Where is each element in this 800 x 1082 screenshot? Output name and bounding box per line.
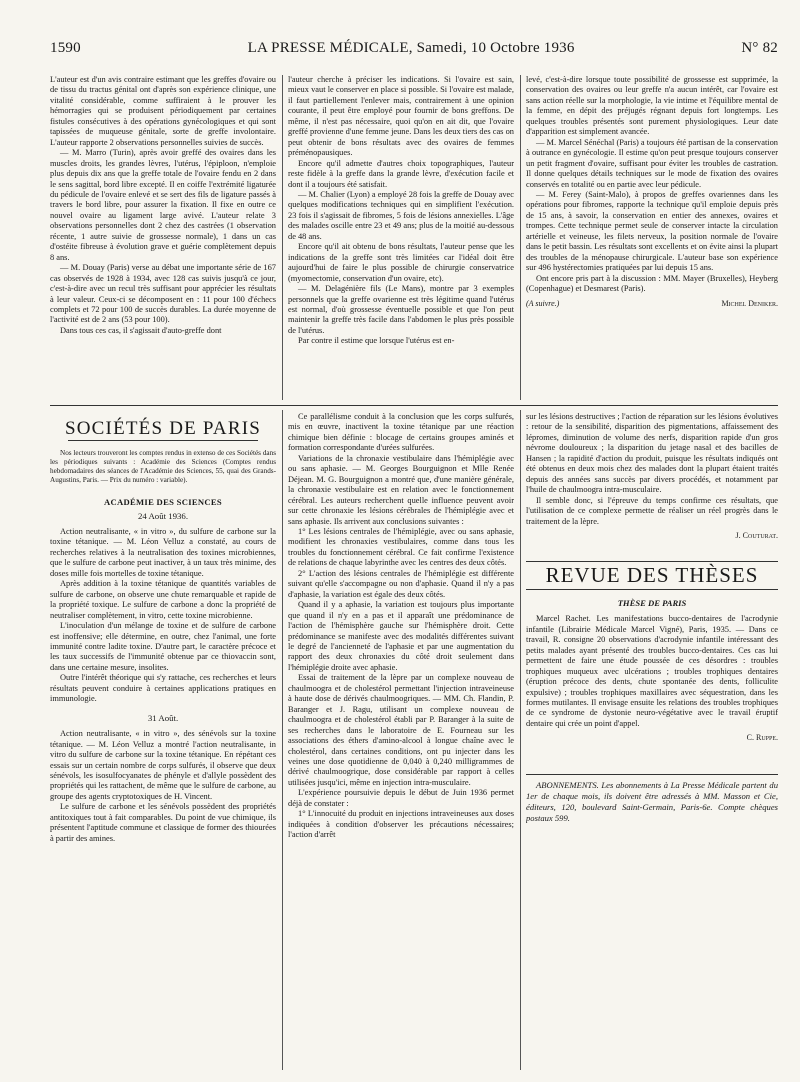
paragraph: Après addition à la toxine tétanique de quantités variables de sulfure de carbone, on observe une chute remarquable et rapide de la propriété toxique. Le sulfure de carbone a donc la propriété de neutraliser complètement, in vitro, cette toxine microbienne. — [50, 579, 276, 620]
column-divider — [520, 410, 521, 1070]
paragraph: Ont encore pris part à la discussion : MM. Mayer (Bruxelles), Heyberg (Copenhague) et Desmarest (Paris). — [526, 273, 778, 294]
paragraph: — M. Douay (Paris) verse au débat une importante série de 167 cas observés de 1928 à 1934, avec 128 cas suivis jusqu'à ce jour, c'est-à-dire avec un recul très suffisant pour apprécier les résultats à leur valeur. Ceux-ci se décomposent en : 11 pour 100 d'échecs complets et 72 pour 100 de succès durables. La durée moyenne de l'activité est de 2 ans (53 pour 100). — [50, 263, 276, 325]
top-column-2 — [288, 75, 514, 400]
top-column-3 — [526, 75, 778, 400]
paragraph: — M. Ferey (Saint-Malo), à propos de greffes ovariennes dans les opérations pour fibromes, rapporte la technique qu'il emploie depuis près de 15 ans, à savoir, la conservation en entier des annexes, ovaires et trompes. Cette technique permet seule de conserver intacte la circulation artérielle et veineuse, les filets nerveux, la position normale de l'ovaire dans le petit bassin. Les résultats sont excellents et on évite ainsi la plupart des troubles de la ménopause chirurgicale. L'auteur base son expérience sur 496 hystérectomies pratiquées par lui depuis 15 ans. — [526, 189, 778, 273]
paragraph: L'expérience poursuivie depuis le début de Juin 1936 permet déjà de constater : — [288, 788, 514, 808]
paragraph: 1° Les lésions centrales de l'hémiplégie, avec ou sans aphasie, modifient les chronaxies vestibulaires, comme dans tous les troubles du fonctionnement cérébral. Ce fait confirme l'existence de relations de chaque labyrinthe avec les centres des deux côtés. — [288, 526, 514, 568]
subscriptions-box — [526, 774, 778, 824]
author-signature: Michel Deniker. — [721, 298, 778, 308]
issue-number: N° 82 — [741, 40, 778, 56]
title-rule — [68, 440, 258, 441]
paragraph: Dans tous ces cas, il s'agissait d'auto-greffe dont — [60, 325, 222, 335]
subscriptions-notice: ABONNEMENTS. Les abonnements à La Presse Médicale partent du 1er de chaque mois, ils doivent être adressés à MM. Masson et Cie, éditeurs, 120, boulevard Saint-Germain, Paris-6e. Compte chèques postaux 599. — [526, 779, 778, 823]
theses-title: REVUE DES THÈSES — [526, 561, 778, 589]
article-signature — [526, 299, 778, 309]
page-header — [50, 40, 778, 62]
notice: Nos lecteurs trouveront les comptes rendus in extenso de ces Sociétés dans les périodiques suivants : Académie des Sciences (Comptes rendus hebdomadaires des séances de l'Académie des Sciences, 55, quai des Grands-Augustins, Paris. — Prix du numéro : variable). — [50, 449, 276, 485]
paragraph: Encore qu'il admette d'autres choix topographiques, l'auteur reste fidèle à la greffe dans la grande lèvre, d'exécution facile et dont il a toujours été satisfait. — [288, 158, 514, 189]
paragraph: Outre l'intérêt théorique qui s'y rattache, ces recherches et leurs résultats peuvent conduire à certaines applications pratiques en immunologie. — [50, 673, 276, 704]
societes-column-1 — [50, 410, 276, 1070]
paragraph: — M. Marcel Sénéchal (Paris) a toujours été partisan de la conservation à outrance en gynécologie. Il estime qu'on peut presque toujours conserver un petit fragment d'ovaire, suffisant pour éviter les troubles de castration. Il donne quelques détails techniques sur le mode de fixation des ovaires conservés en totalité ou en partie avec leur pédicule. — [526, 137, 778, 189]
societes-column-3 — [526, 412, 778, 1070]
session-date: 24 Août 1936. — [137, 510, 189, 521]
column-divider — [282, 75, 283, 400]
paragraph: l'auteur cherche à préciser les indications. Si l'ovaire est sain, mieux vaut le conserver en place si possible. Si l'ovaire est malade, il faut partiellement l'enlever mais, contrairement à une opinion courante, il peut être employé pour fournir de bons greffons. De même, il n'est pas nécessaire, quoi qu'on en ait dit, que l'ovaire greffé provienne d'une femme jeune. Dans les deux tiers des cas on peut obtenir de bons résultats avec des ovaires de femmes préménopausiques. — [288, 75, 514, 158]
paragraph: sur les lésions destructives ; l'action de réparation sur les lésions évolutives : retour de la sensibilité, disparition des pigmentations, affaissement des lépromes, diminution de volume des nerfs, disparition rapide d'un gros névrome douloureux ; la disparition du jetage nasal et des bacilles de Hansen ; la rapidité d'action du produit, puisque les résultats indiqués ont été obtenus en deux mois chez des malades dont la plupart étaient traités depuis des années sans succès par divers procédés, et notamment par l'huile de chaulmoogra intra-musculaire. — [526, 412, 778, 495]
top-column-1 — [50, 75, 276, 400]
paragraph: Variations de la chronaxie vestibulaire dans l'hémiplégie avec ou sans aphasie. — M. Georges Bourguignon et Mlle Renée Déjean. M. G. Bourguignon a montré que, d'une manière générale, la chronaxie vestibulaire est en relation avec le fonctionnement cérébral. Les auteurs recherchent quelle influence peuvent avoir sur cette chronaxie les lésions cérébrales de l'hémiplégie avec et sans aphasie. Ils arrivent aux conclusions suivantes : — [288, 453, 514, 526]
paragraph: Action neutralisante, « in vitro », des sénévols sur la toxine tétanique. — M. Léon Velluz a montré l'action neutralisante, in vitro du sulfure de carbone sur la toxine tétanique. En répétant ces essais sur un certain nombre de corps sulfurés, il observe que deux sénévols, les isosulfocyanates de phényle et d'allyle possèdent des propriétés qui les rattachent, de même que le sulfure de carbone, au groupe des agents cryptotoxiques de H. Vincent. — [50, 729, 276, 801]
thesis-review: Marcel Rachet. Les manifestations bucco-dentaires de l'acrodynie infantile (Librairie Médicale Marcel Vigné), Paris, 1935. — Dans ce travail, R. consigne 20 observations d'acrodynie infantile intéressant des petits malades ayant présenté des troubles bucco-dentaires. Ces cas lui permettent de faire une étude poussée de ces désordres : troubles trophiques muqueux avec ulcérations ; troubles trophiques dentaires (éruption précoce des dents, chute spontanée des dents, folliculite expulsive) ; troubles trophiques maxillaires avec séquestration, dans les formes mutilantes. Il envisage ensuite les relations des troubles trophiques de ce syndrome de dystonie neuro-végétative avec le travail éruptif dentaire qui crée un point d'appel. — [526, 614, 778, 728]
author-signature: C. Ruppe. — [746, 733, 778, 743]
paragraph: 2° L'action des lésions centrales de l'hémiplégie est différente suivant qu'elle s'accompagne ou non d'aphasie. Quand il n'y a pas d'aphasie, la variation est égale des deux côtés. — [288, 568, 514, 599]
paragraph: L'inoculation d'un mélange de toxine et de sulfure de carbone est inoffensive; elle détermine, en outre, chez l'animal, une forte immunité contre ladite toxine. D'autre part, le caractère précoce et les taux successifs de l'immunité obtenue par ce thiovaccin sont, dans une certaine mesure, insolites. — [50, 621, 276, 672]
societes-column-2 — [288, 412, 514, 1070]
author-signature: J. Couturat. — [735, 530, 778, 540]
paragraph: — M. Marro (Turin), après avoir greffé des ovaires dans les muscles droits, les grandes lèvres, l'utérus, l'épiploon, n'emploie plus depuis dix ans que la greffe totale de l'ovaire fendu en 2 dans le sens sagittal, bord libre excepté. Il en coiffe l'extrémité ligaturée du pédicule de l'ovaire enlevé et se sert des fils de ligature passés à travers le bord libre, pour assurer la fixation. Il fixe en outre ce nouvel ovaire au ligament large avivé. L'auteur relate 3 observations personnelles dont 2 chez des castrées (1 observation récente, 1 autre suivie de grossesse normale), 1 dans un cas d'ostéite fibreuse à évolution grave et guérie complètement depuis 8 ans. — [50, 148, 276, 262]
paragraph: 1° L'innocuité du produit en injections intraveineuses aux doses indiquées à condition d'observer les précautions nécessaires; l'action d'arrêt — [288, 809, 514, 840]
column-divider — [282, 410, 283, 1070]
session-date: 31 Août. — [147, 712, 179, 723]
paragraph: Ce parallélisme conduit à la conclusion que les corps sulfurés, mis en œuvre, inactivent la toxine tétanique par une réaction chimique bien définie : blocage de certains groupes aminés et formation correspondante d'urées sulfurées. — [288, 412, 514, 453]
journal-title: LA PRESSE MÉDICALE, Samedi, 10 Octobre 1936 — [247, 40, 575, 56]
paragraph: levé, c'est-à-dire lorsque toute possibilité de grossesse est supprimée, la conservation des ovaires ou leur greffe n'a aucun intérêt, car l'ovaire est sans action réelle sur la morphologie, la vie intime et l'équilibre mental de la femme, en dépit des préjugés régnant depuis fort longtemps. Les quelques troubles présentés sont purement physiologiques. Leur date d'apparition est simplement avancée. — [526, 75, 778, 137]
page-number: 1590 — [50, 40, 81, 56]
paragraph: Il semble donc, si l'épreuve du temps confirme ces résultats, que l'utilisation de ce complexe permette de réaliser un réel progrès dans le traitement de la lèpre. — [526, 495, 778, 526]
section-divider — [50, 405, 778, 406]
paragraph: — M. Delagénière fils (Le Mans), montre par 3 exemples personnels que la greffe ovarienne est très légitime quand l'utérus est normal, d'où grossesse éventuelle possible et que l'on peut maintenir la greffe très facile dans l'abdomen le plus près possible de l'utérus. — [288, 284, 514, 335]
paragraph: — M. Chalier (Lyon) a employé 28 fois la greffe de Douay avec quelques modifications techniques qui en simplifient l'exécution. 23 fois il s'agissait de fibromes, 5 fois de lésions annexielles. L'âge des malades oscille entre 23 et 49 ans; plus de la moitié au-dessous de 48 ans. — [288, 189, 514, 241]
theses-subtitle: THÈSE DE PARIS — [617, 597, 687, 608]
paragraph: Action neutralisante, « in vitro », du sulfure de carbone sur la toxine tétanique. — M. Léon Velluz a constaté, au cours de recherches relatives à la neutralisation des toxines microbiennes, que le sulfure de carbone peut inactiver, à un taux très minime, des doses mille fois mortelles de toxine tétanique. — [50, 526, 276, 578]
paragraph: L'auteur est d'un avis contraire estimant que les greffes d'ovaire ou de tissu du tractus génital ont d'après son expérience clinique, une vitalité considérable, comme suffiraient à le prouver les hémorragies qui se produisent périodiquement par certaines fistules consécutives à des opérations gynécologiques et qui sont tapissées de muqueuse génitale, sorte de greffe involontaire. L'auteur rapporte 2 observations personnelles suivies de succès. — [50, 75, 276, 147]
paragraph: Essai de traitement de la lèpre par un complexe nouveau de chaulmoogra et de cholestérol permettant l'injection intraveineuse à haute dose de dérivés chaulmoogriques. — MM. Ch. Flandin, P. Baranger et J. Ragu, utilisant un complexe nouveau de chaulmoogra et de cholestérol établi par P. Baranger à la suite de ses recherches dans le laboratoire de E. Fourneau sur les associations des éthers d'amino-alcool à longue chaîne avec le cholestérol, dans certaines conditions, ont pu injecter dans les veines une dose quotidienne de 0,040 à 0,240 milligrammes de dérivé chaulmoogrique, dose considérable par rapport à celles utilisées jusqu'ici, même en injection intra-musculaire. — [288, 673, 514, 787]
section-title: SOCIÉTÉS DE PARIS — [64, 418, 261, 439]
academy-heading: ACADÉMIE DES SCIENCES — [103, 497, 223, 508]
paragraph: Encore qu'il ait obtenu de bons résultats, l'auteur pense que les indications de la greffe sont très limitées car l'idéal doit être aujourd'hui de faire le plus possible de chirurgie conservatrice (myomectomie, conservation d'un ovaire, etc). — [288, 242, 514, 283]
paragraph: Par contre il estime que lorsque l'utérus est en- — [298, 336, 455, 346]
to-be-continued: (A suivre.) — [526, 298, 560, 308]
paragraph: Quand il y a aphasie, la variation est toujours plus importante que quand il n'y en a pas et il apparaît une prédominance de l'action de l'hémisphère gauche sur l'hémisphère droit. Cette prédominance se manifeste avec des modalités différentes suivant le degré de l'ancienneté de l'aphasie et par une augmentation du rapport des deux chronaxies du côté droit seulement dans l'hémiplégie droite avec aphasie. — [288, 600, 514, 672]
paragraph: Le sulfure de carbone et les sénévols possèdent des propriétés antitoxiques tout à fait comparables. Du point de vue chimique, ils présentent l'aptitude commune et classique de former des thiourées à partir des amines. — [50, 802, 276, 843]
column-divider — [520, 75, 521, 400]
